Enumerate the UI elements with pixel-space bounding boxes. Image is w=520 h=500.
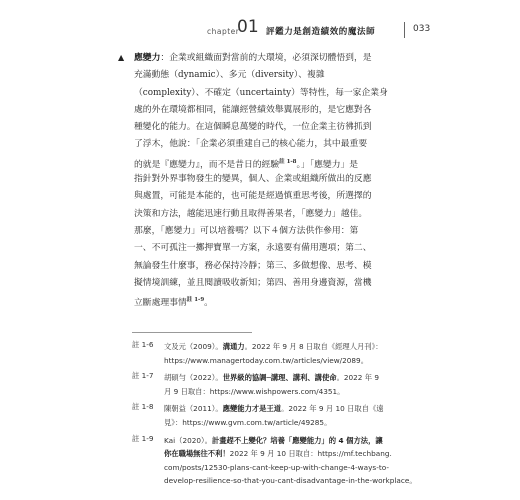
- chapter-label: chapter: [207, 27, 240, 36]
- footnote-line: 文及元（2009）。溝通力。2022 年 9 月 8 日取自《經理人月刊》：: [164, 342, 383, 351]
- footnote-title: 你在職場無往不利！: [164, 449, 230, 459]
- footnote-divider: [132, 332, 252, 333]
- page-header: [0, 18, 520, 44]
- body-line: 了浮木，他說：「企業必須重建自己的核心能力，其中最重要: [134, 139, 368, 150]
- body-line: [118, 292, 408, 309]
- footnote-title: 溝通力: [222, 342, 245, 351]
- body-line: 一、不可孤注一擲押寶單一方案，永遠要有備用選項；第二、: [134, 243, 372, 254]
- body-line: 無論發生什麼事，務必保持冷靜；第三、多做想像、思考、模: [134, 260, 372, 271]
- header-divider: [404, 22, 405, 38]
- footnote-label: 註 1-9: [132, 433, 154, 443]
- body-line: （complexity）、不確定（uncertainty）等特性，每一家企業身: [134, 87, 388, 98]
- body-line: 指針對外界事物發生的變異，個人、企業或組織所做出的反應: [134, 174, 372, 185]
- footnote-title: 計畫趕不上變化？培養「應變能力」的 4 個方法，讓: [211, 435, 383, 445]
- footnote-line: develop-resilience-so-that-you-cant-disadvantage-in-the-workplace。: [164, 476, 417, 486]
- body-line: 擬情境訓練，並且閱讀吸收新知；第四、善用身邊資源，當機: [134, 277, 372, 288]
- body-line-text: ：企業或組織面對當前的大環境，必須深切體悟到，是: [160, 53, 372, 63]
- footnote-line: com/posts/12530-plans-cant-keep-up-with-change-4-ways-to-: [164, 462, 389, 472]
- footnote-line: 見》：https://www.gvm.com.tw/article/49285。: [164, 417, 332, 427]
- footnote-ref: 註 1-9: [186, 297, 205, 304]
- body-line: 決策和方法，越能迅速行動且取得善果者，「應變力」越佳。: [134, 208, 368, 219]
- footnote: [132, 402, 422, 429]
- footnote-title: 世界級的協調─講理、講利、講使命: [222, 373, 337, 383]
- term-heading: 應變力: [134, 53, 161, 63]
- footnote-line: Kai（2020）。計畫趕不上變化？培養「應變能力」的 4 個方法，讓: [164, 435, 383, 445]
- footnote-line: https://www.managertoday.com.tw/articles/view/2089。: [164, 355, 368, 365]
- footnote-label: 註 1-6: [132, 340, 154, 349]
- footnote-line: 陳朝益（2011）。應變能力才是王道。2022 年 9 月 10 日取自《遠: [164, 404, 384, 414]
- page-number: 033: [413, 24, 431, 34]
- bullet-triangle-icon: ▲: [118, 53, 125, 62]
- footnote-line: 你在職場無往不利！2022 年 9 月 10 日取自：https://mf.techbang.: [164, 449, 392, 459]
- footnote-label: 註 1-8: [132, 402, 154, 412]
- footnote-line: 月 9 日取自：https://www.wishpowers.com/4351。: [164, 386, 345, 396]
- footnote: [132, 340, 422, 367]
- body-line-text: 。」「應變力」是: [296, 159, 359, 170]
- body-line: 與處置，可能是本能的，也可能是經過慎重思考後，所選擇的: [134, 191, 372, 202]
- body-line: 那麼，「應變力」可以培養嗎？以下４個方法供作參用：第: [134, 225, 359, 236]
- footnote: [132, 434, 422, 488]
- footnote-line: 胡碩勻（2022）。世界級的協調─講理、講利、講使命。2022 年 9: [164, 373, 380, 383]
- body-line: 種變化的能力。在這個瞬息萬變的時代，一位企業主彷彿抓到: [134, 122, 372, 133]
- footnote-ref: 註 1-8: [279, 158, 297, 165]
- body-paragraph: [118, 50, 408, 309]
- body-line: [118, 154, 408, 171]
- body-line-text: 。: [204, 298, 213, 309]
- footnotes: [132, 340, 422, 492]
- body-line: 處的外在環境都相同，能讓經營績效舉翼展形的，是它應對各: [134, 104, 372, 115]
- footnote-label: 註 1-7: [132, 371, 154, 381]
- body-line-text: 的就是『應變力』，而不是昔日的經驗: [134, 159, 280, 170]
- body-line: [118, 50, 408, 67]
- footnote: [132, 371, 422, 398]
- chapter-title: 評鑑力是創造績效的魔法師: [266, 27, 376, 37]
- footnote-title: 應變能力才是王道: [222, 404, 282, 414]
- body-line-text: 立斷處理事情: [134, 298, 187, 309]
- body-line: 充滿動態（dynamic）、多元（diversity）、複雜: [134, 70, 325, 81]
- chapter-number: 01: [237, 17, 259, 37]
